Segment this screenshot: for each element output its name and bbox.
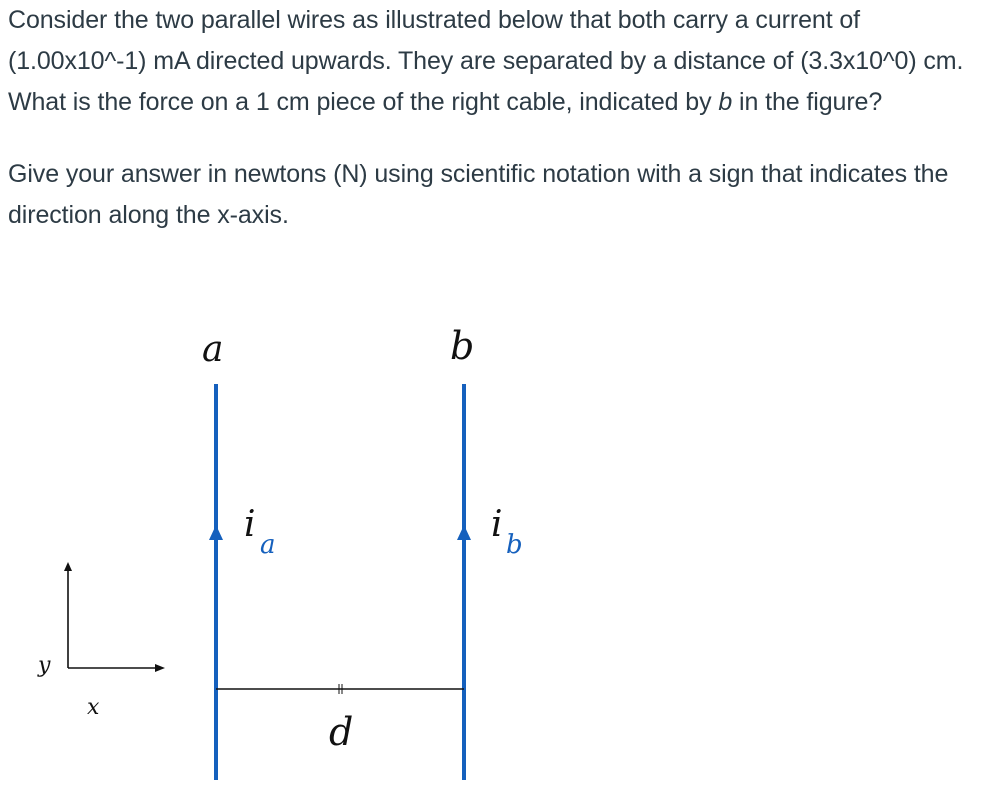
current-a-subscript: a (260, 530, 276, 560)
parallel-wires-figure (0, 300, 560, 811)
question-paragraph (8, 0, 993, 123)
current-b-subscript: b (506, 530, 523, 560)
current-a-symbol: i (244, 504, 256, 545)
question-text (8, 0, 993, 236)
question-text-part-2: in the figure? (732, 88, 883, 116)
question-text-part-1: Consider the two parallel wires as illustrated below that both carry a current of (1.00x10^-1) mA directed upwards. They are separated by a distance of (3.3x10^0) cm. What is the force on a 1 cm piece of the right cable, indicated by (8, 6, 964, 116)
wire-b-reference: b (718, 88, 733, 116)
figure-svg (0, 300, 560, 811)
y-axis-label: y (38, 653, 51, 678)
answer-instructions: Give your answer in newtons (N) using scientific notation with a sign that indicates the direction along the x-axis. (8, 160, 949, 229)
current-b-arrow-icon (457, 525, 471, 540)
distance-label: d (329, 710, 354, 754)
x-axis-arrow-icon (155, 664, 165, 672)
wire-b-label: b (450, 324, 475, 368)
current-a-arrow-icon (209, 525, 223, 540)
wire-a-label: a (202, 329, 224, 370)
current-b-symbol: i (491, 504, 503, 545)
y-axis-arrow-icon (64, 562, 72, 571)
x-axis-label: x (87, 695, 100, 720)
